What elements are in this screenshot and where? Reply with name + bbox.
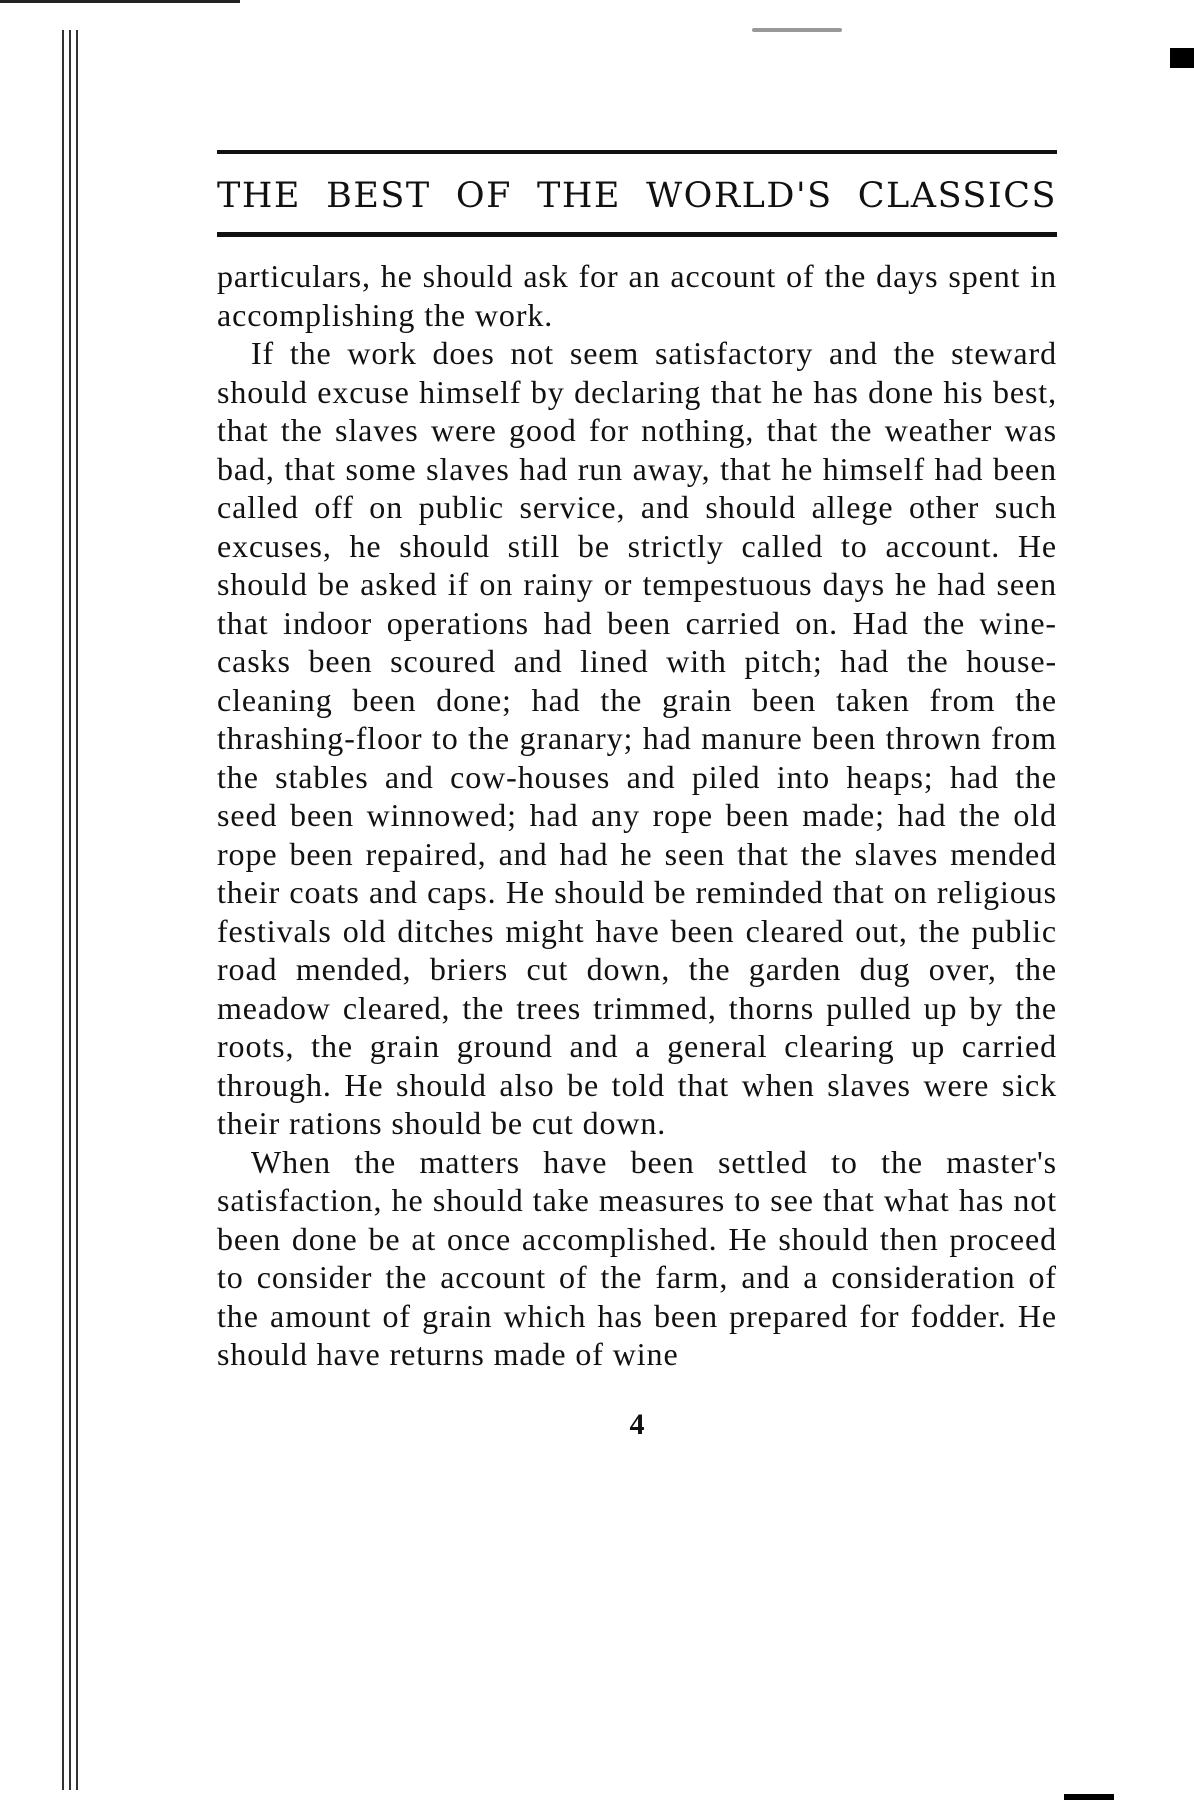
ink-smudge <box>752 28 842 32</box>
running-head: THE BEST OF THE WORLD'S CLASSICS <box>217 176 1057 216</box>
corner-mark-bottom <box>1064 1794 1114 1800</box>
header-rule-top <box>217 150 1057 154</box>
paragraph-continuation: particulars, he should ask for an account of the days spent in accomplishing the work. <box>217 258 1057 333</box>
corner-mark-top <box>1170 48 1194 68</box>
paragraph-accounts: When the matters have been settled to the master's satisfaction, he should take measures to see that what has not been done be at once accomplished. He should then proceed to consider the account of the farm, and a consideration of the amount of grain which has been prepared for fodder. He should have returns made of wine <box>217 1143 1057 1372</box>
page-number: 4 <box>629 1407 645 1441</box>
binding-edge <box>62 30 80 1790</box>
header-rule-bottom <box>217 232 1057 237</box>
book-page <box>217 150 1057 1442</box>
top-edge-rule <box>0 0 240 3</box>
paragraph-steward-excuses: If the work does not seem satisfactory and the steward should excuse himself by declaring that he has done his best, that the slaves were good for nothing, that the weather was bad, that some slaves had run away, that he himself had been called off on public service, and should allege other such excuses, he should still be strictly called to account. He should be asked if on rainy or tempestuous days he had seen that indoor operations had been carried on. Had the wine-casks been scoured and lined with pitch; had the house-cleaning been done; had the grain been taken from the thrashing-floor to the granary; had manure been thrown from the stables and cow-houses and piled into heaps; had the seed been winnowed; had any rope been made; had the old rope been repaired, and had he seen that the slaves mended their coats and caps. He should be reminded that on religious festivals old ditches might have been cleared out, the public road mended, briers cut down, the garden dug over, the meadow cleared, the trees trimmed, thorns pulled up by the roots, the grain ground and a general clearing up carried through. He should also be told that when slaves were sick their rations should be cut down. <box>217 335 1057 1141</box>
